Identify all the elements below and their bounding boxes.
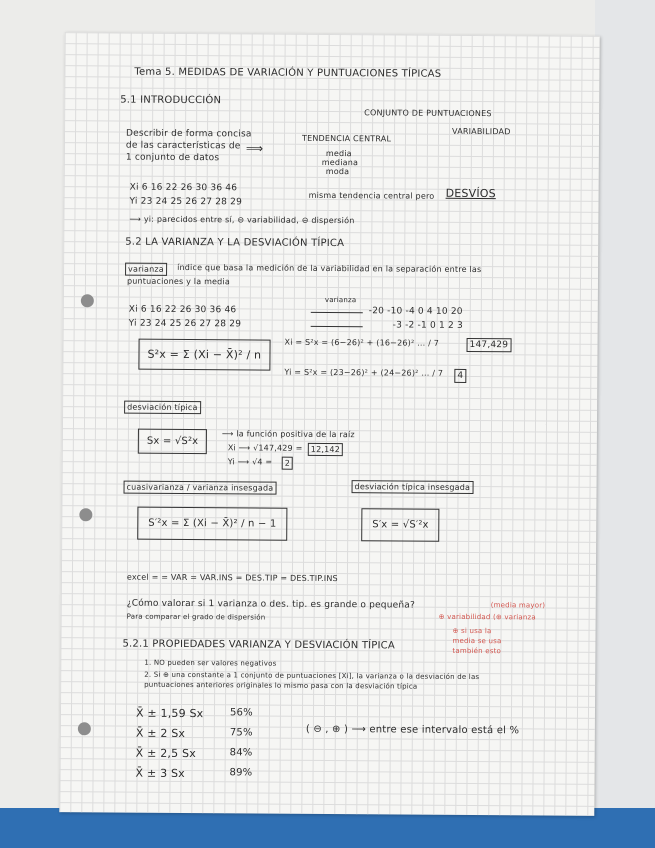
text-line: mediana: [321, 157, 359, 168]
text-line: 1. NO pueden ser valores negativos: [144, 658, 277, 668]
annotation: ⊕ si usa la: [452, 626, 492, 636]
text-line: 1 conjunto de datos: [125, 152, 220, 164]
binder-hole: [79, 508, 92, 521]
text-line: Para comparar el grado de dispersión: [126, 612, 266, 622]
annotation: también esto: [452, 646, 502, 656]
list-item: X̄ ± 2 Sx: [135, 726, 186, 740]
text-line: ⟶ la función positiva de la raíz: [221, 429, 355, 440]
boxed-term: desviación típica: [124, 401, 201, 415]
text-line: Describir de forma concisa: [125, 128, 252, 140]
list-item: 84%: [229, 747, 253, 759]
binder-hole: [81, 294, 94, 307]
text-line: varianza: [324, 295, 357, 305]
background-right: [595, 0, 655, 848]
text-line: DESVÍOS: [445, 186, 496, 201]
text-line: TENDENCIA CENTRAL: [301, 133, 392, 144]
text-line: Xi 6 16 22 26 30 36 46: [128, 304, 237, 316]
text-line: ¿Cómo valorar si 1 varianza o des. tip. es grande o pequeña?: [126, 598, 415, 611]
arrow-line: [311, 326, 363, 327]
section-heading: 5.1 INTRODUCCIÓN: [120, 94, 222, 107]
text-line: -20 -10 -4 0 4 10 20: [368, 306, 463, 317]
binder-hole: [78, 722, 91, 735]
arrow-line: [311, 312, 363, 313]
list-item: 89%: [229, 767, 253, 779]
text-line: VARIABILIDAD: [452, 126, 511, 137]
list-item: X̄ ± 2,5 Sx: [135, 746, 196, 761]
list-item: X̄ ± 1,59 Sx: [135, 706, 204, 721]
formula-box: S²x = Σ (Xi − X̄)² / n: [138, 339, 270, 371]
result-box: 4: [454, 369, 466, 383]
text-line: Xi 6 16 22 26 30 36 46: [129, 182, 238, 194]
result-box: 147,429: [467, 338, 512, 352]
text-line: excel = = VAR = VAR.INS = DES.TIP = DES.TIP.INS: [126, 572, 338, 584]
section-heading: 5.2.1 PROPIEDADES VARIANZA Y DESVIACIÓN TÍPICA: [122, 638, 395, 652]
text-line: misma tendencia central pero: [308, 190, 435, 201]
list-item: 56%: [229, 707, 253, 719]
list-item: 75%: [229, 727, 253, 739]
text-line: Yi 23 24 25 26 27 28 29: [128, 318, 242, 330]
notebook-page: [59, 32, 599, 816]
boxed-term: cuasivarianza / varianza insesgada: [124, 481, 277, 495]
text-line: puntuaciones y la media: [126, 276, 231, 287]
formula-box: Sx = √S²x: [138, 429, 208, 454]
page-title: Tema 5. MEDIDAS DE VARIACIÓN Y PUNTUACIONES TÍPICAS: [134, 66, 442, 80]
annotation: ⊕ variabilidad (⊕ varianza: [438, 612, 536, 622]
text-line: ⟶ yi: parecidos entre sí, ⊖ variabilidad, ⊖ dispersión: [129, 214, 355, 226]
text-line: de las características de: [125, 140, 241, 152]
text-line: 2. Si ⊕ una constante a 1 conjunto de puntuaciones [Xi], la varianza o la desviación de las: [144, 670, 480, 682]
text-line: Xi ⟶ √147,429 =: [227, 443, 303, 453]
text-line: CONJUNTO DE PUNTUACIONES: [364, 108, 492, 119]
result-box: 2: [282, 457, 293, 470]
list-item: X̄ ± 3 Sx: [135, 766, 185, 780]
text-line: índice que basa la medición de la variabilidad en la separación entre las: [177, 262, 482, 275]
text-line: -3 -2 -1 0 1 2 3: [392, 320, 463, 331]
annotation: (media mayor): [490, 601, 546, 610]
text-line: Yi ⟶ √4 =: [227, 457, 273, 467]
arrow-icon: ⟹: [245, 141, 264, 156]
text-line: ( ⊖ , ⊕ ) ⟶ entre ese intervalo está el %: [305, 723, 520, 737]
text-line: Yi = S²x = (23−26)² + (24−26)² ... / 7: [284, 367, 444, 378]
boxed-term: desviación típica insesgada: [352, 480, 474, 494]
boxed-term: varianza: [125, 263, 167, 276]
text-line: moda: [325, 166, 350, 177]
formula-box: S′x = √S′²x: [361, 508, 440, 542]
result-box: 12,142: [308, 443, 343, 456]
text-line: puntuaciones anteriores originales lo mismo pasa con la desviación típica: [144, 680, 418, 691]
formula-box: S′²x = Σ (Xi − X̄)² / n − 1: [137, 507, 287, 541]
annotation: media se usa: [452, 636, 502, 646]
text-line: Xi = S²x = (6−26)² + (16−26)² ... / 7: [284, 337, 440, 348]
text-line: Yi 23 24 25 26 27 28 29: [129, 196, 243, 208]
section-heading: 5.2 LA VARIANZA Y LA DESVIACIÓN TÍPICA: [125, 236, 345, 250]
text-line: media: [325, 148, 352, 159]
